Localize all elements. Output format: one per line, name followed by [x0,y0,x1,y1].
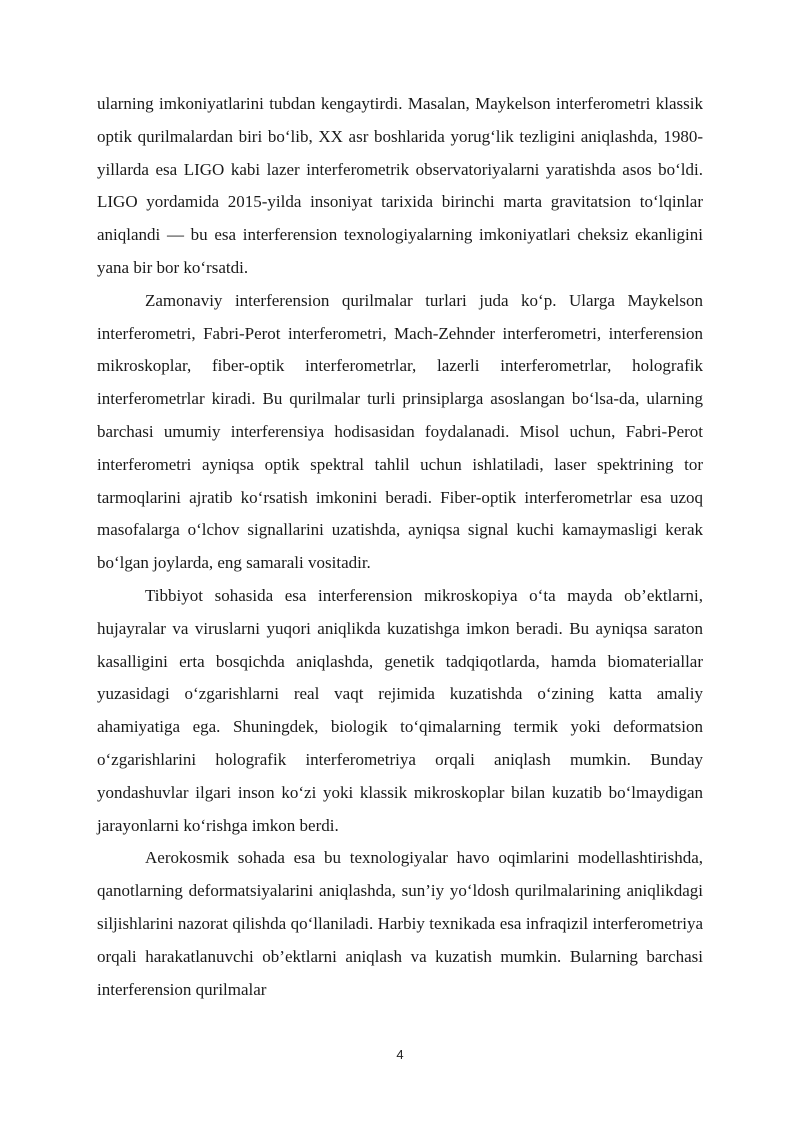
paragraph-aerospace: Aerokosmik sohada esa bu texnologiyalar havo oqimlarini modellashtirishda, qanotlarning deformatsiyalarini aniqlashda, sun’iy yo‘ldosh qurilmalarining aniqlikdagi siljishlarini nazorat qilishda qo‘llaniladi. Harbiy texnikada esa infraqizil interferometriya orqali harakatlanuvchi ob’ektlarni aniqlash va kuzatish mumkin. Bularning barchasi interferension qurilmalar [97,848,703,999]
page-number: 4 [396,1047,404,1062]
paragraph-medicine: Tibbiyot sohasida esa interferension mikroskopiya o‘ta mayda ob’ektlarni, hujayralar va viruslarni yuqori aniqlikda kuzatishga imkon beradi. Bu ayniqsa saraton kasalligini erta bosqichda aniqlashda, genetik tadqiqotlarda, hamda biomateriallar yuzasidagi o‘zgarishlarni real vaqt rejimida kuzatishda o‘zining katta amaliy ahamiyatiga ega. Shuningdek, biologik to‘qimalarning termik yoki deformatsion o‘zgarishlarini holografik interferometriya orqali aniqlash mumkin. Bunday yondashuvlar ilgari inson ko‘zi yoki klassik mikroskoplar bilan kuzatib bo‘lmaydigan jarayonlarni ko‘rishga imkon berdi. [97,585,703,835]
body-text [97,88,703,1006]
paragraph-continuation: ularning imkoniyatlarini tubdan kengaytirdi. Masalan, Maykelson interferometri klassik optik qurilmalardan biri bo‘lib, XX asr boshlarida yorug‘lik tezligini aniqlashda, 1980-yillarda esa LIGO kabi lazer interferometrik observatoriyalarni yaratishda asos bo‘ldi. LIGO yordamida 2015-yilda insoniyat tarixida birinchi marta gravitatsion to‘lqinlar aniqlandi — bu esa interferension texnologiyalarning imkoniyatlari cheksiz ekanligini yana bir bor ko‘rsatdi. [97,94,703,277]
paragraph-interferometer-types: Zamonaviy interferension qurilmalar turlari juda ko‘p. Ularga Maykelson interferometri, Fabri-Perot interferometri, Mach-Zehnder interferometri, interferension mikroskoplar, fiber-optik interferometrlar, lazerli interferometrlar, holografik interferometrlar kiradi. Bu qurilmalar turli prinsiplarga asoslangan bo‘lsa-da, ularning barchasi umumiy interferensiya hodisasidan foydalanadi. Misol uchun, Fabri-Perot interferometri ayniqsa optik spektral tahlil uchun ishlatiladi, laser spektrining tor tarmoqlarini ajratib ko‘rsatish imkonini beradi. Fiber-optik interferometrlar esa uzoq masofalarga o‘lchov signallarini uzatishda, ayniqsa signal kuchi kamaymasligi kerak bo‘lgan joylarda, eng samarali vositadir. [97,290,703,573]
